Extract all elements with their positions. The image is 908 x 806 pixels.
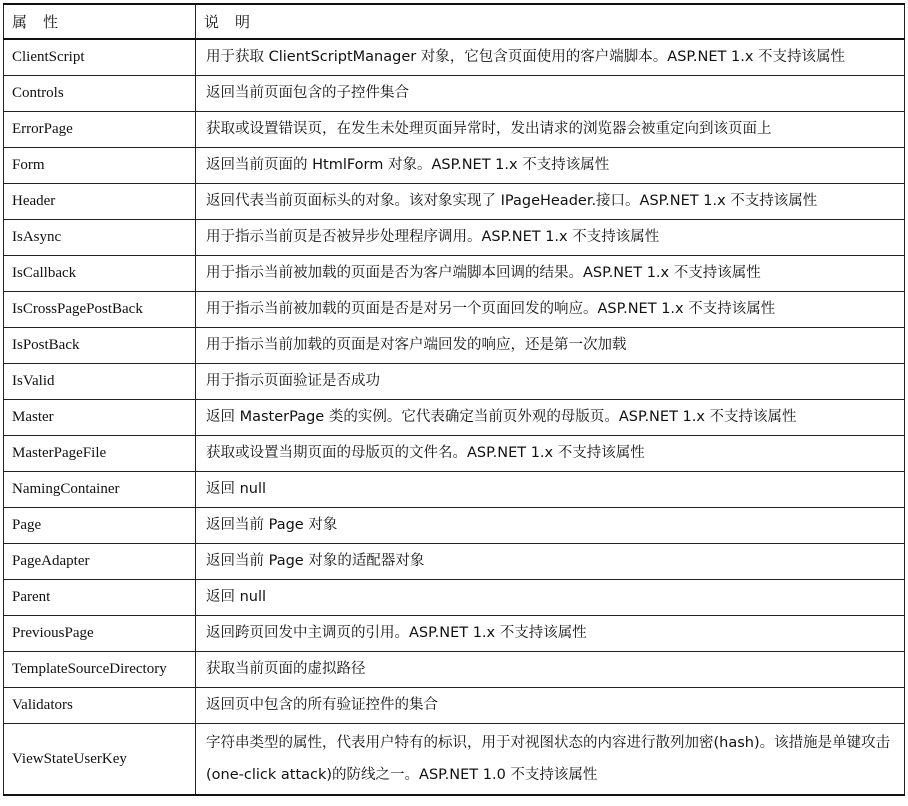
table-row: [4, 507, 905, 543]
table-row: [4, 363, 905, 399]
property-name: IsValid: [4, 363, 196, 399]
property-name: ViewStateUserKey: [4, 723, 196, 795]
table-header-row: [4, 4, 905, 39]
table-row: [4, 399, 905, 435]
property-description: 用于指示页面验证是否成功: [196, 363, 905, 399]
table-row: [4, 471, 905, 507]
property-description: 返回当前页面包含的子控件集合: [196, 75, 905, 111]
property-name: IsCallback: [4, 255, 196, 291]
property-name: Page: [4, 507, 196, 543]
property-name: Controls: [4, 75, 196, 111]
property-description: 返回代表当前页面标头的对象。该对象实现了 IPageHeader.接口。ASP.NET 1.x 不支持该属性: [196, 183, 905, 219]
property-name: IsAsync: [4, 219, 196, 255]
header-description: 说 明: [196, 4, 905, 39]
table-row: [4, 543, 905, 579]
property-description: 获取当前页面的虚拟路径: [196, 651, 905, 687]
property-description: 返回当前页面的 HtmlForm 对象。ASP.NET 1.x 不支持该属性: [196, 147, 905, 183]
table-row: [4, 687, 905, 723]
property-name: Form: [4, 147, 196, 183]
header-property: 属 性: [4, 4, 196, 39]
property-description: 用于指示当前被加载的页面是否是对另一个页面回发的响应。ASP.NET 1.x 不支持该属性: [196, 291, 905, 327]
table-row: [4, 327, 905, 363]
property-description: 用于获取 ClientScriptManager 对象，它包含页面使用的客户端脚本。ASP.NET 1.x 不支持该属性: [196, 39, 905, 75]
table-row: [4, 219, 905, 255]
property-name: Header: [4, 183, 196, 219]
table-row: [4, 723, 905, 795]
table-row: [4, 291, 905, 327]
property-description: 返回页中包含的所有验证控件的集合: [196, 687, 905, 723]
table-row: [4, 255, 905, 291]
table-row: [4, 579, 905, 615]
property-name: MasterPageFile: [4, 435, 196, 471]
table-row: [4, 147, 905, 183]
table-row: [4, 615, 905, 651]
property-name: ClientScript: [4, 39, 196, 75]
property-description: 字符串类型的属性，代表用户特有的标识，用于对视图状态的内容进行散列加密(hash)。该措施是单键攻击(one-click attack)的防线之一。ASP.NET 1.0 不支持该属性: [196, 723, 905, 795]
property-description: 返回 MasterPage 类的实例。它代表确定当前页外观的母版页。ASP.NET 1.x 不支持该属性: [196, 399, 905, 435]
property-description: 返回跨页回发中主调页的引用。ASP.NET 1.x 不支持该属性: [196, 615, 905, 651]
property-name: ErrorPage: [4, 111, 196, 147]
page-properties-table: [3, 3, 905, 796]
property-description: 返回 null: [196, 579, 905, 615]
properties-table-container: [3, 3, 904, 796]
property-description: 用于指示当前被加载的页面是否为客户端脚本回调的结果。ASP.NET 1.x 不支持该属性: [196, 255, 905, 291]
table-row: [4, 651, 905, 687]
property-description: 返回当前 Page 对象: [196, 507, 905, 543]
table-row: [4, 435, 905, 471]
table-row: [4, 75, 905, 111]
property-description: 用于指示当前页是否被异步处理程序调用。ASP.NET 1.x 不支持该属性: [196, 219, 905, 255]
property-name: IsPostBack: [4, 327, 196, 363]
property-name: Master: [4, 399, 196, 435]
property-name: Validators: [4, 687, 196, 723]
property-name: IsCrossPagePostBack: [4, 291, 196, 327]
table-row: [4, 111, 905, 147]
property-name: PageAdapter: [4, 543, 196, 579]
property-description: 返回当前 Page 对象的适配器对象: [196, 543, 905, 579]
property-description: 用于指示当前加载的页面是对客户端回发的响应，还是第一次加载: [196, 327, 905, 363]
property-description: 获取或设置当期页面的母版页的文件名。ASP.NET 1.x 不支持该属性: [196, 435, 905, 471]
property-description: 返回 null: [196, 471, 905, 507]
property-name: NamingContainer: [4, 471, 196, 507]
table-row: [4, 183, 905, 219]
property-name: PreviousPage: [4, 615, 196, 651]
property-description: 获取或设置错误页，在发生未处理页面异常时，发出请求的浏览器会被重定向到该页面上: [196, 111, 905, 147]
table-row: [4, 39, 905, 75]
property-name: Parent: [4, 579, 196, 615]
property-name: TemplateSourceDirectory: [4, 651, 196, 687]
